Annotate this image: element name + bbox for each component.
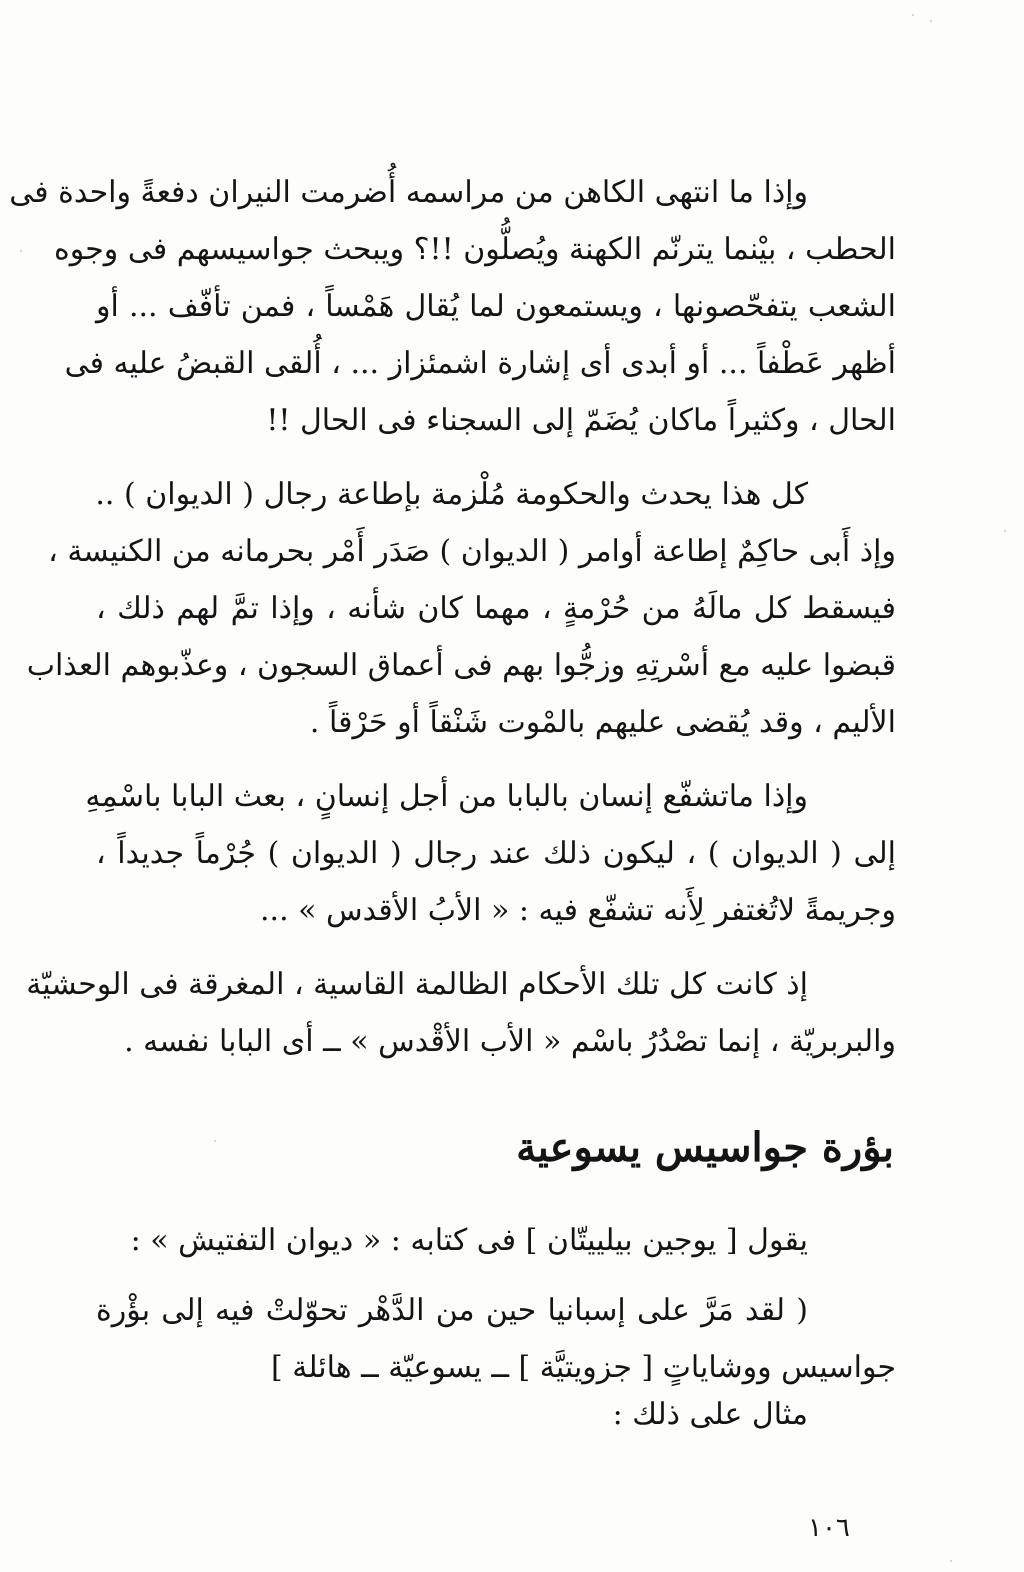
text-line: كل هذا يحدث والحكومة مُلْزمة بإطاعة رجال ( الديوان ) .. (95, 477, 808, 512)
scan-speck (950, 1560, 952, 1562)
text-line: إذ كانت كل تلك الأحكام الظالمة القاسية ، المغرقة فى الوحشيّة (26, 967, 808, 1002)
scan-speck (930, 20, 932, 22)
scan-speck (20, 250, 22, 252)
paragraph-3 (85, 768, 896, 939)
paragraph-5 (96, 1212, 896, 1269)
text-line: الأليم ، وقد يُقضى عليهم بالمْوت شَنْقاً أو حَرْقاً . (309, 705, 896, 740)
text-line: مثال على ذلك : (612, 1397, 808, 1432)
text-line: جواسيس ووشاياتٍ [ جزويتيَّة ] ــ يسوعيّة ــ هائلة ] (271, 1350, 896, 1385)
paragraph-1 (9, 164, 896, 449)
text-line: والبربريّة ، إنما تصْدُرُ باسْم « الأب الأقْدس » ــ أى البابا نفسه . (124, 1024, 896, 1059)
text-line: الحطب ، بيْنما يترنّم الكهنة ويُصلُّون !!؟ ويبحث جواسيسهم فى وجوه (54, 232, 896, 267)
text-line: فيسقط كل مالَهُ من حُرْمةٍ ، مهما كان شأنه ، وإذا تمَّ لهم ذلك ، (96, 591, 896, 626)
text-line: الحال ، وكثيراً ماكان يُضَمّ إلى السجناء فى الحال !! (266, 403, 896, 438)
page-number: ١٠٦ (808, 1513, 850, 1543)
scan-speck (912, 14, 914, 16)
text-line: أظهر عَطْفاً ... أو أبدى أى إشارة اشمئزاز ... ، أُلقى القبضُ عليه فى (64, 346, 896, 381)
text-line: ( لقد مَرَّ على إسبانيا حين من الدَّهْر تحوّلتْ فيه إلى بؤْرة (96, 1293, 808, 1328)
text-line: إلى ( الديوان ) ، ليكون ذلك عند رجال ( الديوان ) جُرْماً جديداً ، (96, 836, 896, 871)
text-line: وإذ أَبى حاكِمٌ إطاعة أوامر ( الديوان ) صَدَر أَمْر بحرمانه من الكنيسة ، (48, 534, 896, 569)
text-line: وجريمةً لاتُغتفر لِأَنه تشفّع فيه : « الأبُ الأقدس » ... (260, 893, 896, 928)
text-line: يقول [ يوجين بيلييتّان ] فى كتابه : « ديوان التفتيش » : (130, 1223, 808, 1258)
text-line: وإذا ما انتهى الكاهن من مراسمه أُضرمت النيران دفعةً واحدة فى (9, 175, 808, 210)
text-line: قبضوا عليه مع أسْرتِهِ وزجُّوا بهم فى أعماق السجون ، وعذّبوهم العذاب (26, 648, 896, 683)
text-line: وإذا ماتشفّع إنسان بالبابا من أجل إنسانٍ ، بعث البابا باسْمِهِ (85, 779, 808, 814)
paragraph-4 (26, 956, 896, 1070)
text-line: الشعب يتفحّصونها ، ويستمعون لما يُقال هَمْساً ، فمن تأفّف ... أو (96, 289, 896, 324)
scan-speck (1004, 530, 1006, 532)
scan-speck (214, 1140, 216, 1142)
paragraph-6 (96, 1282, 896, 1443)
section-heading: بؤرة جواسيس يسوعية (516, 1124, 894, 1171)
paragraph-2 (26, 466, 896, 751)
